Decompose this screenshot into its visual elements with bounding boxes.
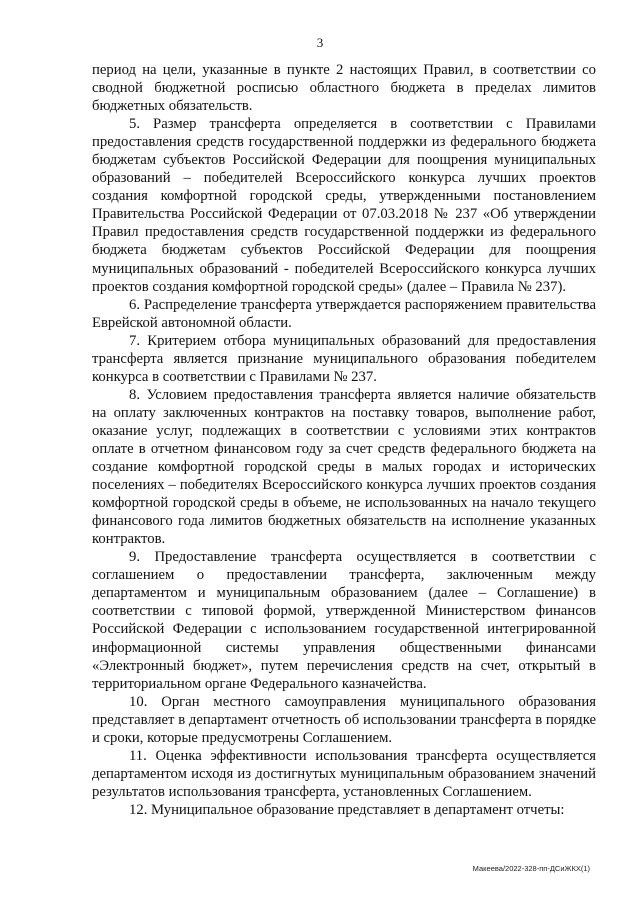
paragraph-10: 10. Орган местного самоуправления муниципального образования представляет в департамент отчетность об использовании трансферта в порядке и сроки, которые предусмотрены Соглашением. — [92, 693, 596, 746]
paragraph-7: 7. Критерием отбора муниципальных образований для предоставления трансферта является признание муниципального образования победителем конкурса в соответствии с Правилами № 237. — [92, 332, 596, 385]
paragraph-continuation: период на цели, указанные в пункте 2 настоящих Правил, в соответствии со сводной бюджетной росписью областного бюджета в пределах лимитов бюджетных обязательств. — [92, 62, 596, 115]
paragraph-12: 12. Муниципальное образование представляет в департамент отчеты: — [129, 801, 565, 818]
footer-document-code: Макеева/2022-328-пп-ДСиЖКХ(1) — [472, 864, 590, 873]
paragraph-5: 5. Размер трансферта определяется в соответствии с Правилами предоставления средств государственной поддержки из федерального бюджета бюджетам субъектов Российской Федерации для поощрения муниципальных образований – победителей Всероссийского конкурса лучших проектов создания комфортной городской среды, утвержденными постановлением Правительства Российской Федерации от 07.03.2018 № 237 «Об утверждении Правил предоставления средств государственной поддержки из федерального бюджета бюджетам субъектов Российской Федерации для поощрения муниципальных образований - победителей Всероссийского конкурса лучших проектов создания комфортной городской среды» (далее – Правила № 237). — [92, 116, 596, 295]
paragraph-11: 11. Оценка эффективности использования трансферта осуществляется департаментом исходя из достигнутых муниципальным образованием значений результатов использования трансферта, установленных Соглашением. — [92, 747, 596, 800]
page-number: 3 — [316, 35, 324, 50]
paragraph-9: 9. Предоставление трансферта осуществляется в соответствии с соглашением о предоставлении трансферта, заключенным между департаментом и муниципальным образованием (далее – Соглашение) в соответствии с типовой формой, утвержденной Министерством финансов Российской Федерации с использованием государственной интегрированной информационной системы управления общественными финансами «Электронный бюджет», путем перечисления средств на счет, открытый в территориальном органе Федерального казначейства. — [92, 549, 596, 692]
paragraph-8: 8. Условием предоставления трансферта является наличие обязательств на оплату заключенных контрактов на поставку товаров, выполнение работ, оказание услуг, подлежащих в соответствии с условиями этих контрактов оплате в отчетном финансовом году за счет средств федерального бюджета на создание комфортной городской среды в малых городах и исторических поселениях – победителях Всероссийского конкурса лучших проектов создания комфортной городской среды в объеме, не использованных на начало текущего финансового года лимитов бюджетных обязательств на исполнение указанных контрактов. — [92, 386, 596, 548]
paragraph-6: 6. Распределение трансферта утверждается распоряжением правительства Еврейской автономной области. — [92, 296, 596, 331]
document-body — [92, 61, 596, 819]
